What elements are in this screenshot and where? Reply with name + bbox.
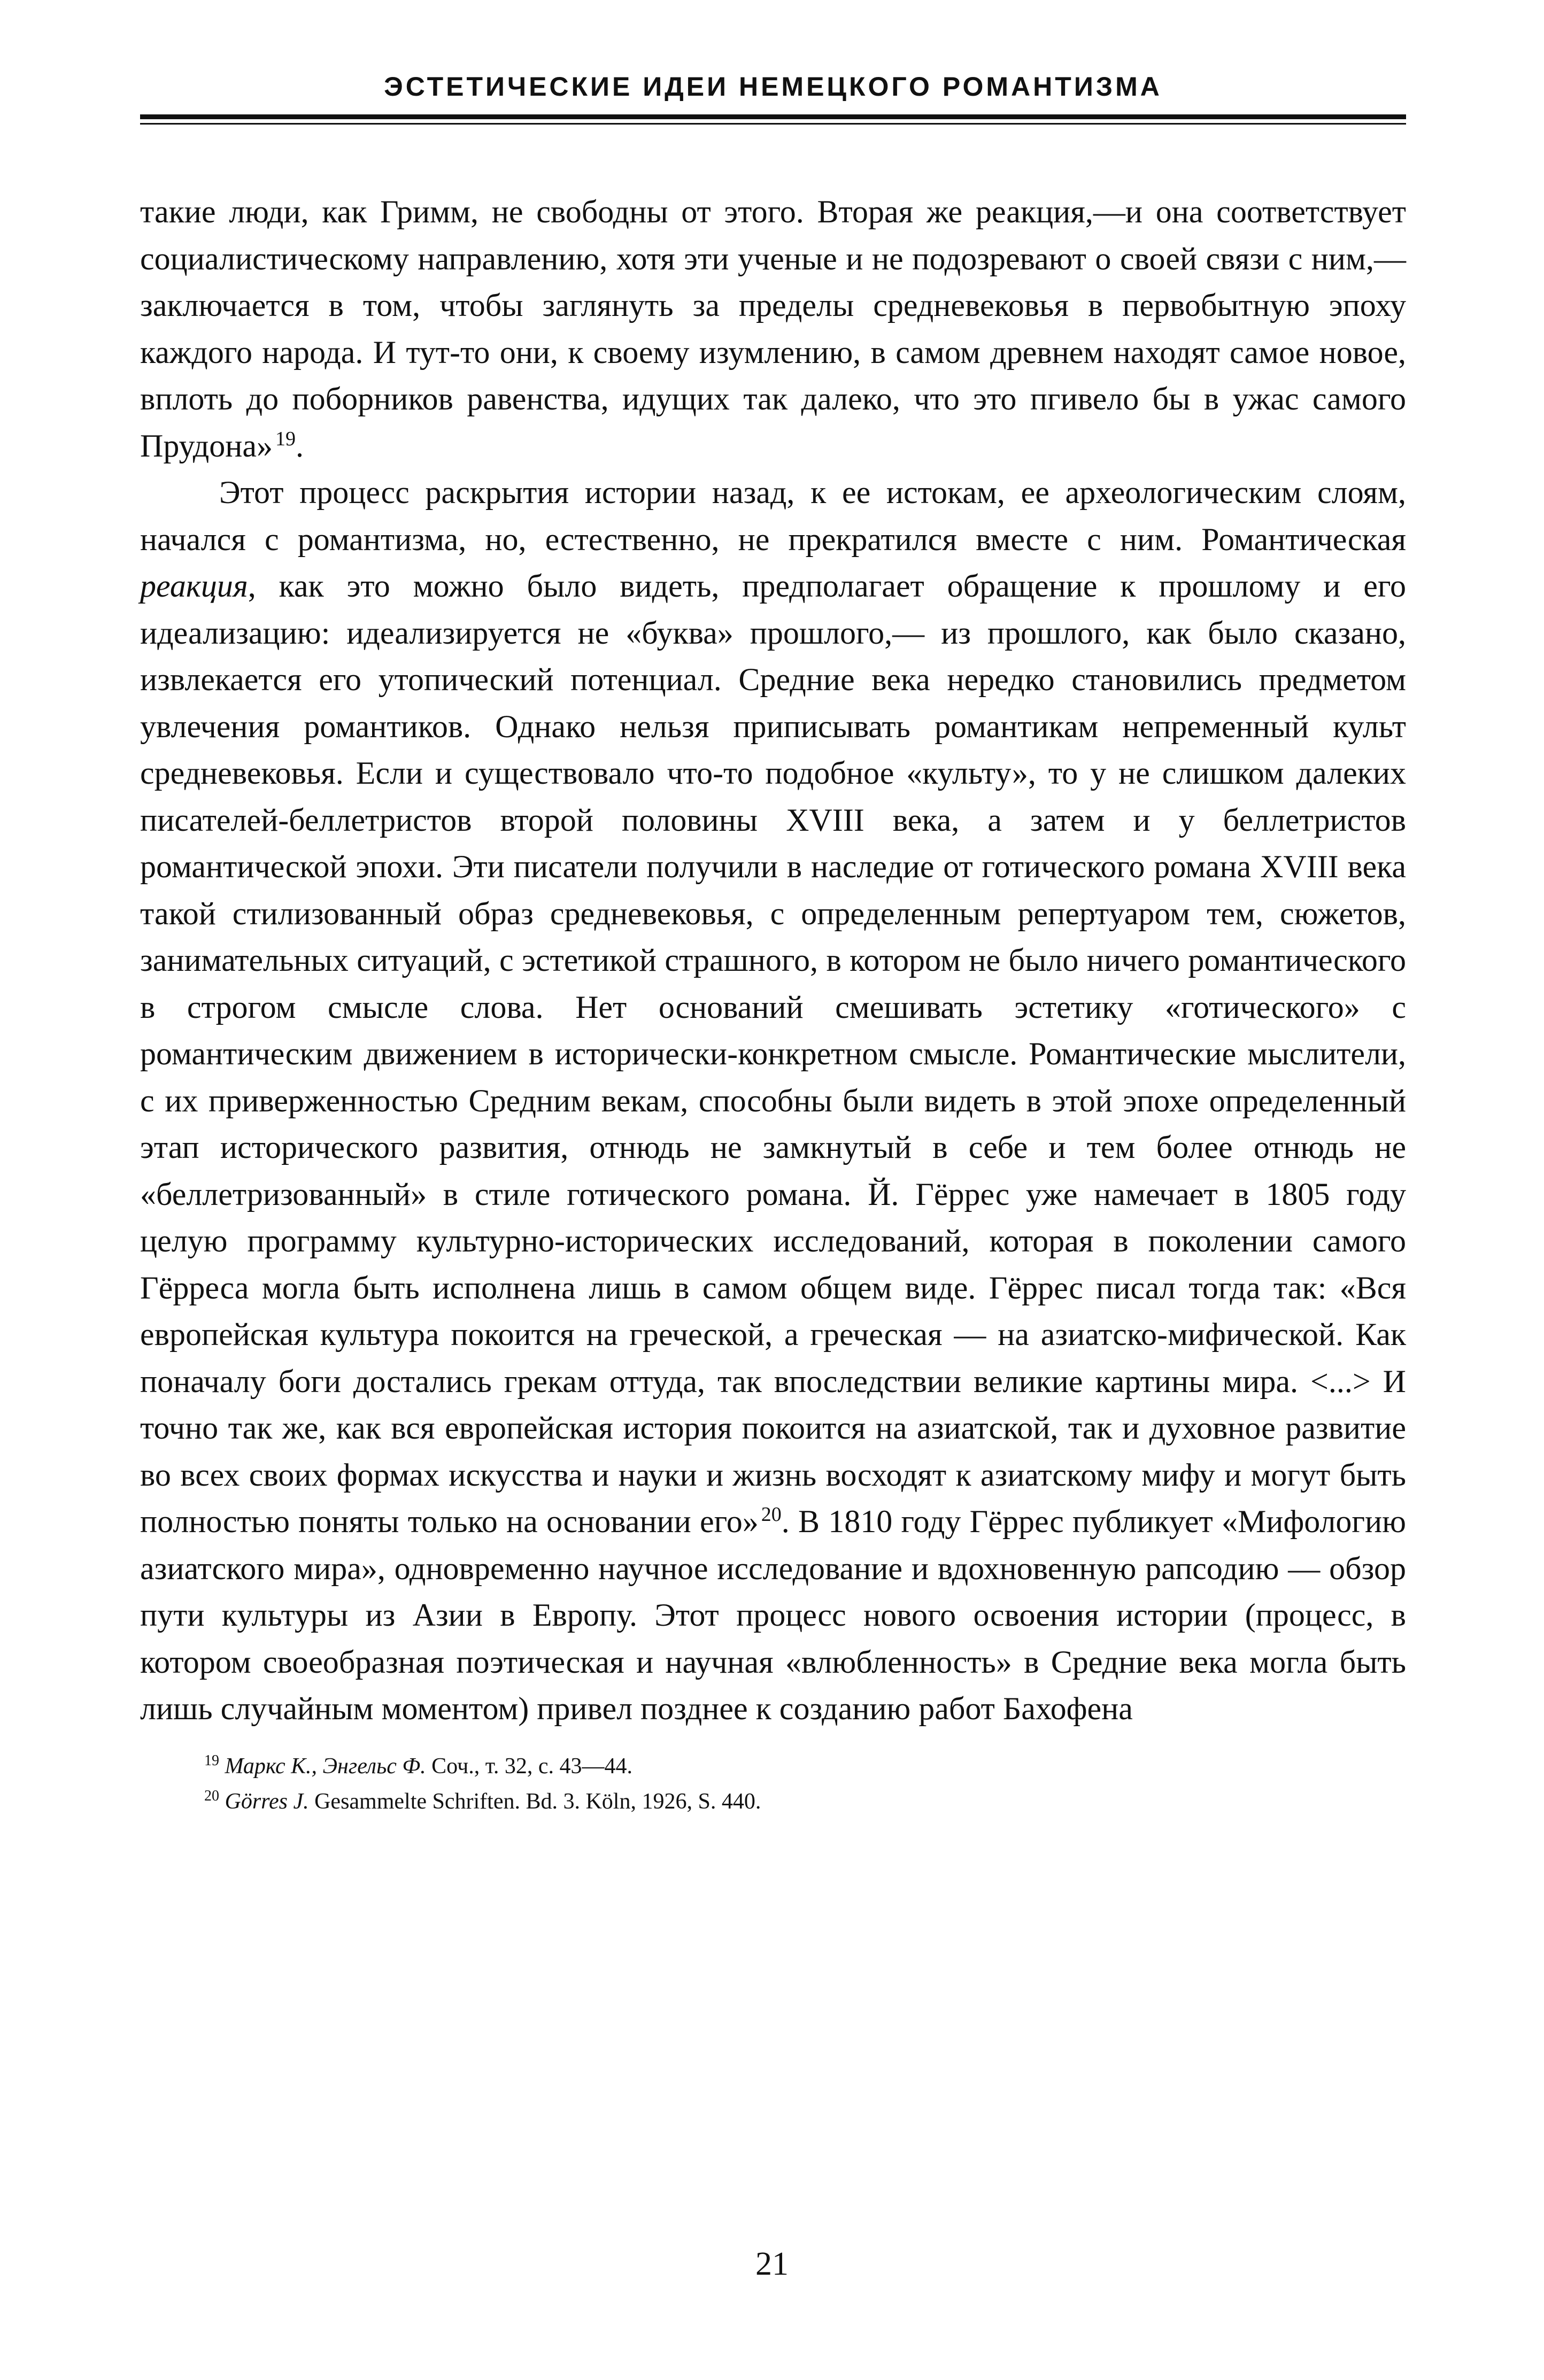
footnote-ref-20: 20 <box>761 1503 782 1526</box>
header-rule-thin <box>140 123 1406 125</box>
footnote-ref-19: 19 <box>275 427 296 450</box>
footnote-19 <box>204 1749 1406 1784</box>
footnote-citation: Соч., т. 32, с. 43—44. <box>426 1753 633 1779</box>
header-rule-thick <box>140 114 1406 119</box>
main-text <box>140 189 1406 1733</box>
footnote-number: 19 <box>204 1752 219 1769</box>
paragraph-1-end: . <box>296 428 304 463</box>
footnotes <box>140 1749 1406 1819</box>
paragraph-1-text: такие люди, как Гримм, не свободны от этого. Вторая же реакция,—и она соответствует социалистическому направлению, хотя эти ученые и не подозревают о своей связи с ним,— заключается в том, чтобы заглянуть за пределы средневековья в первобытную эпоху каждого народа. И тут-то они, к своему изумлению, в самом древнем находят самое новое, вплоть до поборников равенства, идущих так далеко, что это пгивело бы в ужас самого Прудона» <box>140 194 1406 463</box>
paragraph-2-part-1: Этот процесс раскрытия истории назад, к ее истокам, ее археологическим слоям, начался с романтизма, но, естественно, не прекратился вместе с ним. Романтическая <box>140 475 1406 557</box>
footnote-20 <box>204 1784 1406 1819</box>
footnote-author: Görres J. <box>225 1789 309 1814</box>
footnote-number: 20 <box>204 1787 219 1804</box>
paragraph-2-part-2: , как это можно было видеть, предполагает обращение к прошлому и его идеализацию: идеализируется не «буква» прошлого,— из прошлого, как было сказано, извлекается его утопический потенциал. Средние века нередко становились предметом увлечения романтиков. Однако нельзя приписывать романтикам непременный культ средневековья. Если и существовало что-то подобное «культу», то у не слишком далеких писателей-беллетристов второй половины XVIII века, а затем и у беллетристов романтической эпохи. Эти писатели получили в наследие от готического романа XVIII века такой стилизованный образ средневековья, с определенным репертуаром тем, сюжетов, занимательных ситуаций, с эстетикой страшного, в котором не было ничего романтического в строгом смысле слова. Нет оснований смешивать эстетику «готического» с романтическим движением в исторически-конкретном смысле. Романтические мыслители, с их приверженностью Средним векам, способны были видеть в этой эпохе определенный этап исторического развития, отнюдь не замкнутый в себе и тем более отнюдь не «беллетризованный» в стиле готического романа. Й. Гёррес уже намечает в 1805 году целую программу культурно-исторических исследований, которая в поколении самого Гёрреса могла быть исполнена лишь в самом общем виде. Гёррес писал тогда так: «Вся европейская культура покоится на греческой, а греческая — на азиатско-мифической. Как поначалу боги достались грекам оттуда, так впоследствии великие картины мира. <...> И точно так же, как вся европейская история покоится на азиатской, так и духовное развитие во всех своих формах искусства и науки и жизнь восходят к азиатскому мифу и могут быть полностью поняты только на основании его» <box>140 568 1406 1539</box>
book-page <box>140 64 1406 1819</box>
emphasis-reaction: реакция <box>140 568 248 604</box>
page-number: 21 <box>755 2246 789 2282</box>
paragraph-2-part-3: . В 1810 году Гёррес публикует «Мифологию азиатского мира», одновременно научное исследование и вдохновенную рапсодию — обзор пути культуры из Азии в Европу. Этот процесс нового освоения истории (процесс, в котором своеобразная поэтическая и научная «влюбленность» в Средние века могла быть лишь случайным моментом) привел позднее к созданию работ Бахофена <box>140 1504 1406 1726</box>
footnote-citation: Gesammelte Schriften. Bd. 3. Köln, 1926, S. 440. <box>308 1789 761 1814</box>
running-header: ЭСТЕТИЧЕСКИЕ ИДЕИ НЕМЕЦКОГО РОМАНТИЗМА <box>384 72 1162 102</box>
paragraph-2 <box>140 469 1406 1733</box>
footnote-author: Маркс К., Энгельс Ф. <box>225 1753 426 1779</box>
paragraph-1 <box>140 189 1406 469</box>
